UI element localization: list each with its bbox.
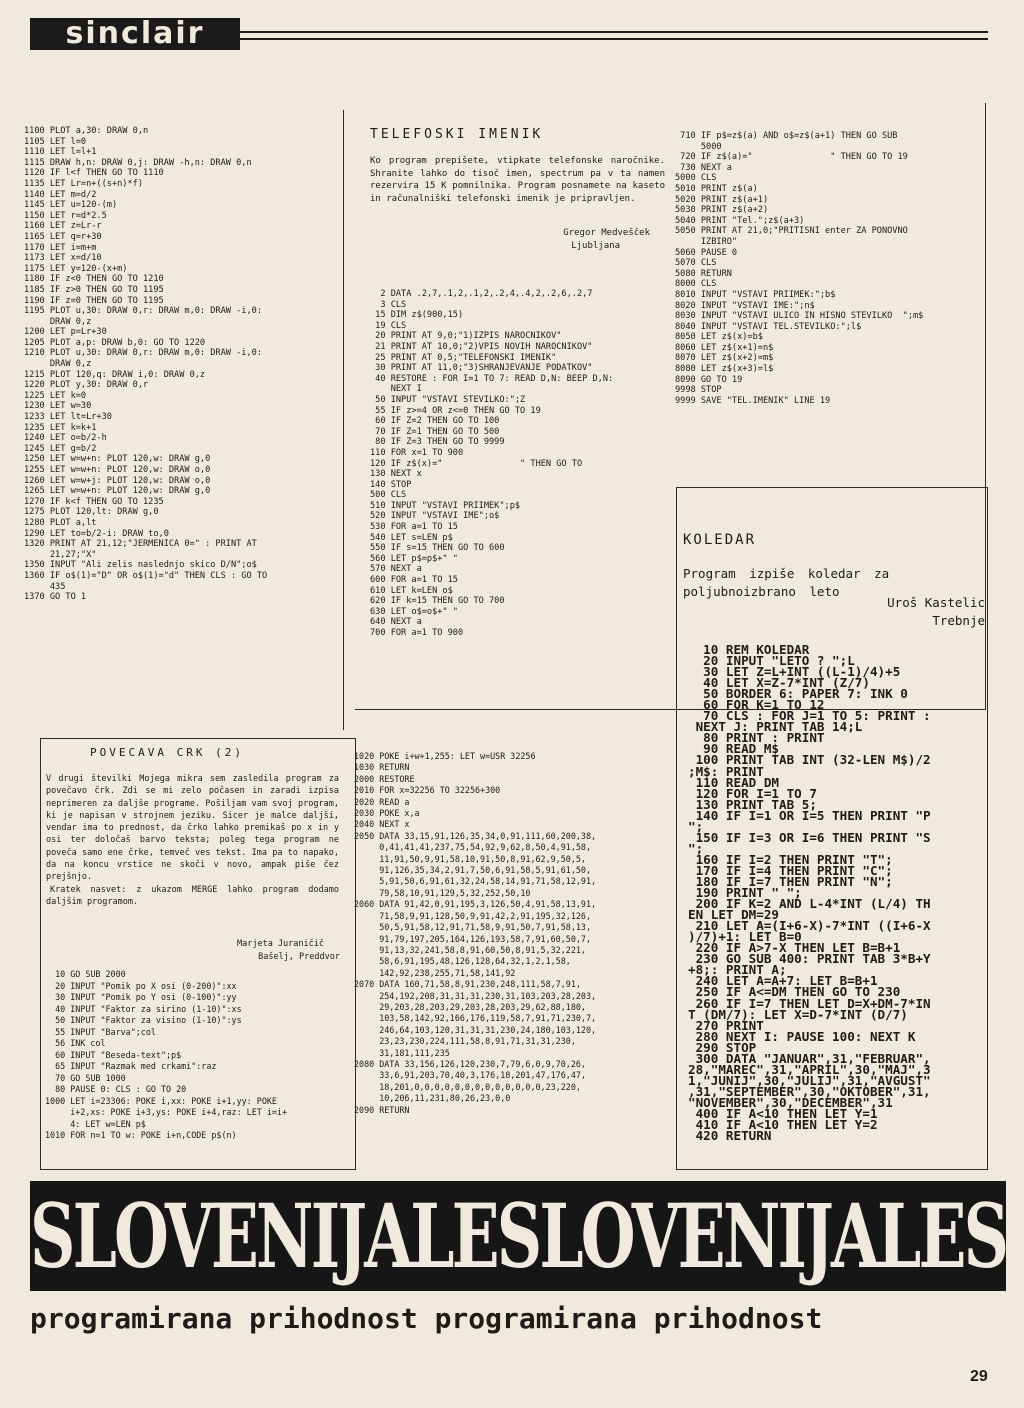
povecava-author-name: Marjeta Juraničič	[237, 939, 324, 949]
povecava-title: POVECAVA CRK (2)	[90, 746, 244, 759]
koledar-author-town: Trebnje	[932, 613, 985, 628]
slovenijales-banner: SLOVENIJALESLOVENIJALES	[30, 1181, 1006, 1291]
sinclair-logo: sinclair	[30, 18, 240, 50]
listing-1100-box	[14, 110, 344, 730]
page-number: 29	[970, 1368, 988, 1385]
tagline: programirana prihodnost programirana prihodnost	[30, 1302, 823, 1335]
povecava-text-body: V drugi številki Mojega mikra sem zasledila program za povečavo črk. Zdi se mi zelo počasen in zaradi izpisa neprimeren za daljše programe. Pošiljam vam svoj program, ki je napisan v strojnem jeziku. Sicer je malce daljši, vendar ima to prednost, da črko lahko premikaš po x in y osi ter določaš barvo teksta; poleg tega program ne poveča samo ene črke, temveč ves tekst. Ima pa to napako, da na koncu vrstice ne skoči v novo, ampak piše čez prejšnjo.	[46, 774, 339, 883]
koledar-title: KOLEDAR	[683, 532, 757, 548]
koledar-text: Program izpiše koledar za poljubnoizbrano leto	[683, 566, 890, 599]
telefon-code: 2 DATA .2,7,.1,2,.1,2,.2,4,.4,2,.2,6,.2,7 3 CLS 15 DIM z$(900,15) 19 CLS 20 PRINT AT 9,0;"1)IZPIS NAROCNIKOV" 21 PRINT AT 10,0;"2)VPIS NOVIH NAROCNIKOV" 25 PRINT AT 0,5;"TELEFONSKI IMENIK" 30 PRINT AT 11,0;"3)SHRANJEVANJE PODATKOV" 40 RESTORE : FOR I=1 TO 7: READ D,N: BEEP D,N: NEXT I 50 INPUT "VSTAVI STEVILKO:";Z 55 IF z>=4 OR z<=0 THEN GO TO 19 60 IF Z=2 THEN GO TO 100 70 IF Z=1 THEN GO TO 500 80 IF Z=3 THEN GO TO 9999 110 FOR x=1 TO 900 120 IF z$(x)=" " THEN GO TO 130 NEXT x 140 STOP 500 CLS 510 INPUT "VSTAVI PRIIMEK";p$ 520 INPUT "VSTAVI IME";o$ 530 FOR a=1 TO 15 540 LET s=LEN p$ 550 IF s=15 THEN GO TO 600 560 LET p$=p$+" " 570 NEXT a 600 FOR a=1 TO 15 610 LET k=LEN o$ 620 IF k=15 THEN GO TO 700 630 LET o$=o$+" " 640 NEXT a 700 FOR a=1 TO 900	[370, 289, 614, 638]
koledar-code: 10 REM KOLEDAR 20 INPUT "LETO ? ";L 30 LET Z=L+INT ((L-1)/4)+5 40 LET X=Z-7*INT (Z/7) 50 BORDER 6: PAPER 7: INK 0 60 FOR K=1 TO 12 70 CLS : FOR J=1 TO 5: PRINT : NEXT J: PRINT TAB 14;L 80 PRINT : PRINT 90 READ M$ 100 PRINT TAB INT (32-LEN M$)/2 ;M$: PRINT 110 READ DM 120 FOR I=1 TO 7 130 PRINT TAB 5; 140 IF I=1 OR I=5 THEN PRINT "P "; 150 IF I=3 OR I=6 THEN PRINT "S "; 160 IF I=2 THEN PRINT "T"; 170 IF I=4 THEN PRINT "C"; 180 IF I=7 THEN PRINT "N"; 190 PRINT " "; 200 IF K=2 AND L-4*INT (L/4) TH EN LET DM=29 210 LET A=(I+6-X)-7*INT ((I+6-X )/7)+1: LET B=0 220 IF A>7-X THEN LET B=B+1 230 GO SUB 400: PRINT TAB 3*B+Y +8;: PRINT A; 240 LET A=A+7: LET B=B+1 250 IF A<=DM THEN GO TO 230 260 IF I=7 THEN LET D=X+DM-7*IN T (DM/7): LET X=D-7*INT (D/7) 270 PRINT 280 NEXT I: PAUSE 100: NEXT K 290 STOP 300 DATA "JANUAR",31,"FEBRUAR", 28,"MAREC",31,"APRIL",30,"MAJ",3 1,"JUNIJ",30,"JULIJ",31,"AVGUST" ,31,"SEPTEMBER",30,"OKTOBER",31, "NOVEMBER",30,"DECEMBER",31 400 IF A<10 THEN LET Y=1 410 IF A<10 THEN LET Y=2 420 RETURN	[688, 642, 931, 1144]
povecava-author	[160, 938, 340, 963]
header-rule	[240, 31, 988, 33]
povecava-code-continued: 1020 POKE i+w+1,255: LET w=USR 32256 1030 RETURN 2000 RESTORE 2010 FOR x=32256 TO 32256+300 2020 READ a 2030 POKE x,a 2040 NEXT x 2050 DATA 33,15,91,126,35,34,0,91,111,60,200,38, 0,41,41,41,237,75,54,92,9,62,8,50,4,91,58, 11,91,50,9,91,58,10,91,50,8,91,62,9,50,5, 91,126,35,34,2,91,7,50,6,91,58,5,91,61,50, 5,91,50,6,91,61,32,24,58,14,91,71,58,12,91, 79,58,10,91,129,5,32,252,50,10 2060 DATA 91,42,0,91,195,3,126,50,4,91,58,13,91, 71,58,9,91,128,50,9,91,42,2,91,195,32,126, 50,5,91,58,12,91,71,58,9,91,50,7,91,58,13, 91,79,197,205,164,126,193,58,7,91,60,50,7, 91,13,32,241,58,8,91,60,50,8,91,5,32,221, 58,6,91,195,48,126,128,64,32,1,2,1,58, 142,92,238,255,71,58,141,92 2070 DATA 160,71,58,8,91,230,248,111,58,7,91, 254,192,208,31,31,31,230,31,103,203,28,203, 29,203,28,203,29,203,28,203,29,62,88,180, 103,58,142,92,166,176,119,58,7,91,71,230,7, 246,64,103,120,31,31,31,230,24,180,103,120, 23,23,230,224,111,58,8,91,71,31,31,230, 31,181,111,235 2080 DATA 33,156,126,120,230,7,79,6,0,9,70,26, 33,6,91,203,70,40,3,176,18,201,47,176,47, 18,201,0,0,0,0,0,0,0,0,0,0,0,0,0,23,220, 10,206,11,231,80,26,23,0,0 2090 RETURN	[354, 751, 597, 1115]
listing-1100-code: 1100 PLOT a,30: DRAW 0,n 1105 LET l=0 1110 LET l=l+1 1115 DRAW h,n: DRAW 0,j: DRAW -h,n: DRAW 0,n 1120 IF l<f THEN GO TO 1110 1135 LET Lr=n+((s+n)*f) 1140 LET m=d/2 1145 LET u=120-(m) 1150 LET r=d*2.5 1160 LET z=Lr-r 1165 LET q=r+30 1170 LET i=m+m 1173 LET x=d/10 1175 LET y=120-(x+m) 1180 IF z<0 THEN GO TO 1210 1185 IF z>0 THEN GO TO 1195 1190 IF z=0 THEN GO TO 1195 1195 PLOT u,30: DRAW 0,r: DRAW m,0: DRAW -i,0: DRAW 0,z 1200 LET p=Lr+30 1205 PLOT a,p: DRAW b,0: GO TO 1220 1210 PLOT u,30: DRAW 0,r: DRAW m,0: DRAW -i,0: DRAW 0,z 1215 PLOT 120,q: DRAW i,0: DRAW 0,z 1220 PLOT y,30: DRAW 0,r 1225 LET k=0 1230 LET w=30 1233 LET lt=Lr+30 1235 LET k=k+1 1240 LET o=b/2-h 1245 LET g=b/2 1250 LET w=w+n: PLOT 120,w: DRAW g,0 1255 LET w=w+n: PLOT 120,w: DRAW o,0 1260 LET w=w+j: PLOT 120,w: DRAW o,0 1265 LET w=w+n: PLOT 120,w: DRAW g,0 1270 IF k<f THEN GO TO 1235 1275 PLOT 120,lt: DRAW g,0 1280 PLOT a,lt 1290 LET to=b/2-i: DRAW to,0 1320 PRINT AT 21,12;"JERMENICA 0=" : PRINT AT 21,27;"X" 1350 INPUT "Ali zelis naslednjo skico D/N";o$ 1360 IF o$(1)="D" OR o$(1)="d" THEN CLS : GO TO 435 1370 GO TO 1	[24, 126, 268, 603]
header-rule-lower	[240, 38, 988, 40]
koledar-author-name: Uroš Kastelic	[887, 595, 985, 610]
povecava-text	[46, 773, 339, 908]
telefon-author	[470, 227, 650, 252]
koledar-author	[780, 594, 985, 630]
telefon-text: Ko program prepišete, vtipkate telefonske naročnike. Shranite lahko do tisoč imen, spectrum pa v ta namen rezervira 15 K pomnilnika. Program posnamete na kaseto in računalniški telefonski imenik je pripravljen.	[370, 156, 665, 204]
telefon-author-town: Ljubljana	[571, 240, 620, 251]
telefon-author-name: Gregor Medvešček	[563, 228, 650, 238]
povecava-text-tip: Kratek nasvet: z ukazom MERGE lahko program dodamo daljšim programom.	[46, 884, 339, 907]
povecava-code: 10 GO SUB 2000 20 INPUT "Pomik po X osi (0-200)":xx 30 INPUT "Pomik po Y osi (0-100)":yy 40 INPUT "Faktor za sirino (1-10)":xs 50 INPUT "Faktor za visino (1-10)":ys 55 INPUT "Barva";col 56 INK col 60 INPUT "Beseda-text";p$ 65 INPUT "Razmak med crkami":raz 70 GO SUB 1000 80 PAUSE 0: CLS : GO TO 20 1000 LET i=23306: POKE i,xx: POKE i+1,yy: POKE i+2,xs: POKE i+3,ys: POKE i+4,raz: LET i=i+ 4: LET w=LEN p$ 1010 FOR n=1 TO w: POKE i+n,CODE p$(n)	[45, 969, 288, 1140]
povecava-author-town: Bašelj, Preddvor	[258, 951, 340, 962]
telefon-title: TELEFOSKI IMENIK	[370, 127, 544, 142]
telefon-code-continued: 710 IF p$=z$(a) AND o$=z$(a+1) THEN GO SUB 5000 720 IF z$(a)=" " THEN GO TO 19 730 NEXT a 5000 CLS 5010 PRINT z$(a) 5020 PRINT z$(a+1) 5030 PRINT z$(a+2) 5040 PRINT "Tel.";z$(a+3) 5050 PRINT AT 21,0;"PRITISNI enter ZA PONOVNO IZBIRO" 5060 PAUSE 0 5070 CLS 5080 RETURN 8000 CLS 8010 INPUT "VSTAVI PRIIMEK:";b$ 8020 INPUT "VSTAVI IME:";n$ 8030 INPUT "VSTAVI ULICO IN HISNO STEVILKO ";m$ 8040 INPUT "VSTAVI TEL.STEVILKO:";l$ 8050 LET z$(x)=b$ 8060 LET z$(x+1)=n$ 8070 LET z$(x+2)=m$ 8080 LET z$(x+3)=l$ 8090 GO TO 19 9998 STOP 9999 SAVE "TEL.IMENIK" LINE 19	[675, 131, 924, 406]
